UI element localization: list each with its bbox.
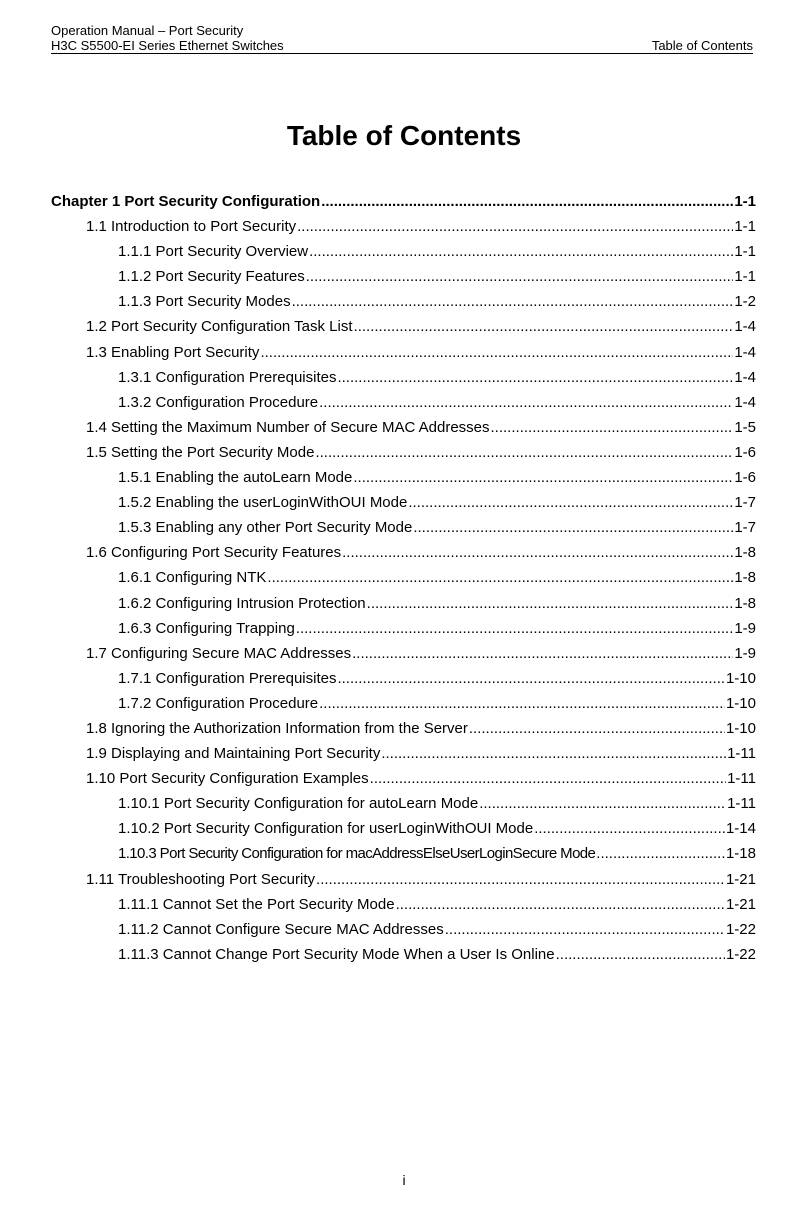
- header-product-name: H3C S5500-EI Series Ethernet Switches: [51, 38, 284, 53]
- toc-entry-title: 1.3 Enabling Port Security: [86, 343, 260, 361]
- toc-entry-title: 1.5 Setting the Port Security Mode: [86, 443, 315, 461]
- toc-dot-leader: [381, 741, 726, 766]
- toc-entry-title: 1.6.1 Configuring NTK: [118, 569, 267, 587]
- toc-entry[interactable]: [51, 942, 756, 967]
- toc-entry-page: 1-2: [734, 293, 756, 311]
- toc-dot-leader: [534, 816, 725, 841]
- toc-dot-leader: [337, 365, 733, 390]
- toc-entry[interactable]: [51, 816, 756, 841]
- toc-entry-title: 1.5.3 Enabling any other Port Security Mode: [118, 519, 413, 537]
- toc-dot-leader: [396, 892, 725, 917]
- toc-entry[interactable]: [51, 766, 756, 791]
- toc-entry-title: 1.1.2 Port Security Features: [118, 268, 305, 286]
- toc-entry-title: 1.10.3 Port Security Configuration for macAddressElseUserLoginSecure Mode: [118, 845, 596, 863]
- toc-dot-leader: [354, 314, 734, 339]
- toc-entry-title: 1.7 Configuring Secure MAC Addresses: [86, 644, 352, 662]
- header-manual-title: Operation Manual – Port Security: [51, 23, 244, 38]
- toc-entry-page: 1-11: [727, 795, 756, 813]
- toc-entry[interactable]: [51, 565, 756, 590]
- toc-dot-leader: [342, 540, 733, 565]
- toc-entry-page: 1-8: [734, 594, 756, 612]
- toc-entry-title: Chapter 1 Port Security Configuration: [51, 193, 321, 210]
- toc-entry[interactable]: [51, 490, 756, 515]
- toc-entry-title: 1.10.2 Port Security Configuration for userLoginWithOUI Mode: [118, 820, 534, 838]
- toc-entry-title: 1.10 Port Security Configuration Examples: [86, 770, 369, 788]
- toc-dot-leader: [491, 415, 734, 440]
- toc-dot-leader: [352, 641, 733, 666]
- header-section-name: Table of Contents: [651, 38, 753, 53]
- toc-entry[interactable]: [51, 641, 756, 666]
- toc-entry[interactable]: [51, 691, 756, 716]
- toc-dot-leader: [309, 239, 733, 264]
- toc-entry[interactable]: [51, 314, 756, 339]
- toc-entry-title: 1.5.1 Enabling the autoLearn Mode: [118, 469, 353, 487]
- toc-entry-page: 1-1: [734, 218, 756, 236]
- toc-dot-leader: [367, 591, 734, 616]
- toc-entry[interactable]: [51, 465, 756, 490]
- toc-dot-leader: [296, 616, 734, 641]
- toc-entry-page: 1-4: [734, 318, 756, 336]
- toc-entry-page: 1-21: [725, 895, 756, 913]
- toc-entry-title: 1.10.1 Port Security Configuration for autoLearn Mode: [118, 795, 479, 813]
- toc-entry-page: 1-6: [734, 469, 756, 487]
- toc-entry-page: 1-18: [725, 845, 756, 863]
- toc-entry[interactable]: [51, 540, 756, 565]
- toc-entry-page: 1-11: [727, 745, 756, 763]
- toc-entry-page: 1-22: [725, 920, 756, 938]
- toc-entry-page: 1-11: [727, 770, 756, 788]
- toc-entry-title: 1.7.2 Configuration Procedure: [118, 694, 319, 712]
- toc-entry[interactable]: [51, 616, 756, 641]
- toc-entry-title: 1.6.2 Configuring Intrusion Protection: [118, 594, 366, 612]
- toc-entry[interactable]: [51, 867, 756, 892]
- toc-entry[interactable]: [51, 841, 756, 866]
- toc-entry[interactable]: [51, 591, 756, 616]
- toc-dot-leader: [445, 917, 725, 942]
- toc-entry[interactable]: [51, 340, 756, 365]
- toc-entry[interactable]: [51, 716, 756, 741]
- toc-entry[interactable]: [51, 666, 756, 691]
- toc-entry-title: 1.8 Ignoring the Authorization Information from the Server: [86, 719, 468, 737]
- toc-dot-leader: [267, 565, 733, 590]
- toc-dot-leader: [413, 515, 733, 540]
- toc-entry-title: 1.11.2 Cannot Configure Secure MAC Addresses: [118, 920, 444, 938]
- toc-dot-leader: [297, 214, 733, 239]
- toc-entry-title: 1.11.3 Cannot Change Port Security Mode When a User Is Online: [118, 945, 555, 963]
- toc-entry-title: 1.11.1 Cannot Set the Port Security Mode: [118, 895, 395, 913]
- toc-dot-leader: [353, 465, 733, 490]
- toc-entry-title: 1.1.1 Port Security Overview: [118, 243, 309, 261]
- toc-dot-leader: [337, 666, 725, 691]
- toc-entry-page: 1-1: [734, 243, 756, 261]
- toc-entry-title: 1.4 Setting the Maximum Number of Secure MAC Addresses: [86, 418, 490, 436]
- toc-entry-page: 1-7: [734, 519, 756, 537]
- toc-entry[interactable]: [51, 239, 756, 264]
- toc-entry-page: 1-10: [725, 694, 756, 712]
- toc-dot-leader: [408, 490, 733, 515]
- toc-entry[interactable]: [51, 515, 756, 540]
- toc-entry-title: 1.6 Configuring Port Security Features: [86, 544, 342, 562]
- toc-entry-title: 1.1.3 Port Security Modes: [118, 293, 291, 311]
- toc-entry-page: 1-9: [734, 644, 756, 662]
- toc-dot-leader: [321, 189, 733, 214]
- toc-entry-title: 1.7.1 Configuration Prerequisites: [118, 669, 337, 687]
- toc-dot-leader: [556, 942, 725, 967]
- toc-entry-page: 1-21: [725, 870, 756, 888]
- toc-entry-title: 1.1 Introduction to Port Security: [86, 218, 297, 236]
- toc-entry[interactable]: [51, 214, 756, 239]
- toc-entry[interactable]: [51, 440, 756, 465]
- toc-entry-page: 1-9: [734, 619, 756, 637]
- page-title: Table of Contents: [286, 120, 522, 151]
- table-of-contents: [51, 189, 756, 967]
- toc-entry-page: 1-1: [734, 268, 756, 286]
- page-number: i: [402, 1172, 406, 1188]
- toc-entry[interactable]: [51, 741, 756, 766]
- toc-entry[interactable]: [51, 264, 756, 289]
- toc-entry-page: 1-10: [725, 669, 756, 687]
- toc-entry-page: 1-4: [734, 368, 756, 386]
- toc-dot-leader: [260, 340, 733, 365]
- header-divider: [51, 53, 753, 54]
- toc-dot-leader: [306, 264, 734, 289]
- toc-dot-leader: [316, 867, 725, 892]
- toc-entry-page: 1-4: [734, 393, 756, 411]
- toc-entry-page: 1-6: [734, 443, 756, 461]
- toc-entry-title: 1.5.2 Enabling the userLoginWithOUI Mode: [118, 494, 408, 512]
- toc-entry-page: 1-14: [725, 820, 756, 838]
- toc-entry[interactable]: [51, 892, 756, 917]
- toc-entry-page: 1-8: [734, 544, 756, 562]
- toc-entry-page: 1-4: [734, 343, 756, 361]
- toc-entry-title: 1.11 Troubleshooting Port Security: [86, 870, 316, 888]
- toc-dot-leader: [596, 841, 725, 866]
- toc-entry[interactable]: [51, 289, 756, 314]
- toc-entry-title: 1.3.1 Configuration Prerequisites: [118, 368, 337, 386]
- toc-dot-leader: [292, 289, 734, 314]
- toc-entry-title: 1.2 Port Security Configuration Task List: [86, 318, 353, 336]
- toc-entry-page: 1-8: [734, 569, 756, 587]
- toc-entry-page: 1-1: [734, 193, 756, 210]
- toc-entry[interactable]: [51, 365, 756, 390]
- toc-entry-page: 1-5: [734, 418, 756, 436]
- toc-entry[interactable]: [51, 415, 756, 440]
- toc-entry[interactable]: [51, 791, 756, 816]
- toc-dot-leader: [319, 390, 733, 415]
- toc-dot-leader: [469, 716, 725, 741]
- toc-entry-title: 1.3.2 Configuration Procedure: [118, 393, 319, 411]
- page-header: [51, 23, 753, 53]
- toc-entry-page: 1-22: [725, 945, 756, 963]
- toc-entry-page: 1-10: [725, 719, 756, 737]
- toc-dot-leader: [479, 791, 726, 816]
- toc-entry-title: 1.6.3 Configuring Trapping: [118, 619, 295, 637]
- toc-entry[interactable]: [51, 390, 756, 415]
- toc-dot-leader: [319, 691, 725, 716]
- toc-dot-leader: [370, 766, 726, 791]
- toc-entry[interactable]: [51, 917, 756, 942]
- toc-entry[interactable]: [51, 189, 756, 214]
- header-second-row: [51, 38, 753, 53]
- toc-dot-leader: [315, 440, 733, 465]
- toc-entry-page: 1-7: [734, 494, 756, 512]
- toc-entry-title: 1.9 Displaying and Maintaining Port Security: [86, 745, 381, 763]
